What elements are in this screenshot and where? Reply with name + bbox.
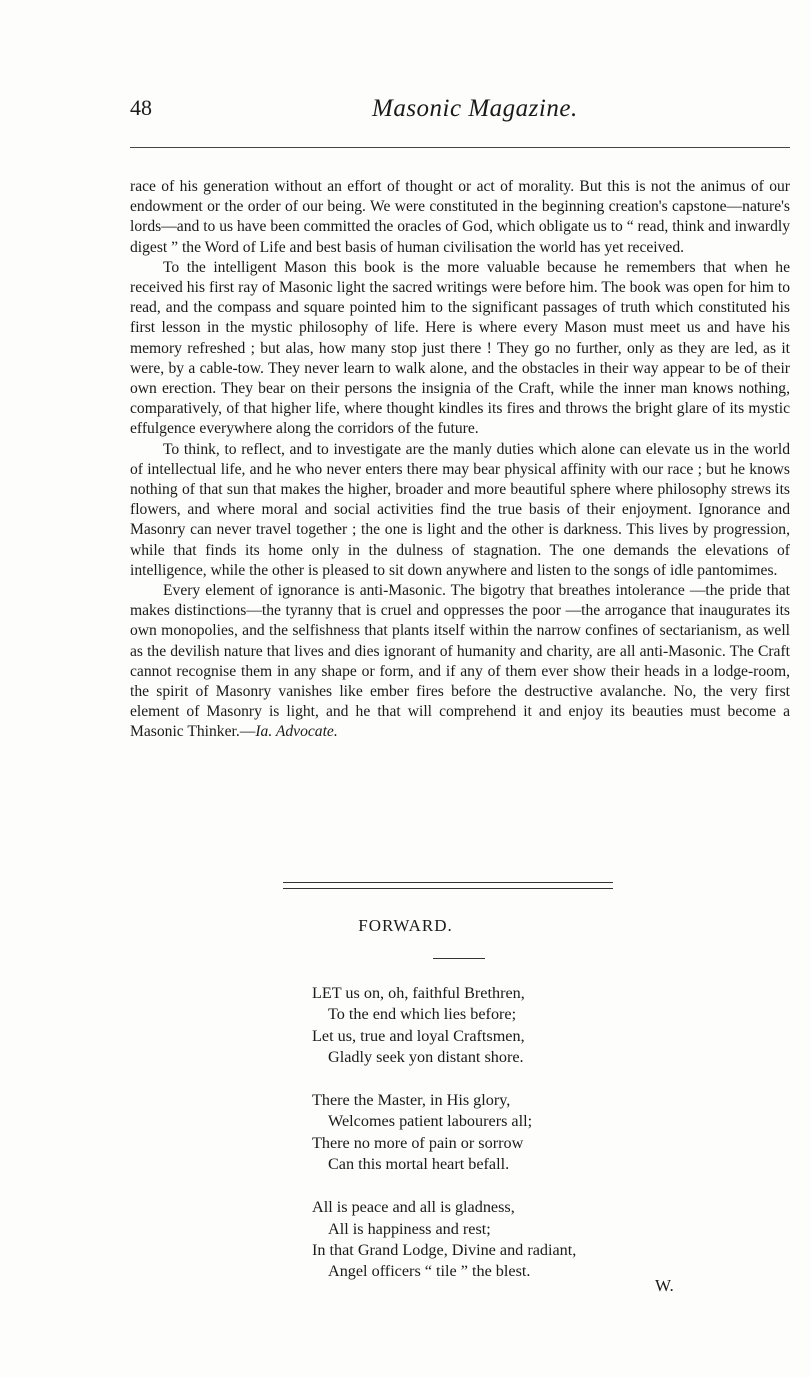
- paragraph-final: [130, 581, 790, 743]
- stanza: [312, 1197, 732, 1282]
- poem-title: FORWARD.: [358, 916, 453, 935]
- stanza: [312, 983, 732, 1068]
- poem-line: There the Master, in His glory,: [312, 1091, 511, 1110]
- poem-line: Can this mortal heart befall.: [328, 1155, 510, 1174]
- poem-line: Let us, true and loyal Craftsmen,: [312, 1026, 525, 1045]
- paragraph-text: Every element of ignorance is anti-Masonic. The bigotry that breathes intolerance —the pride that makes distinctions—the tyranny that is cruel and oppresses the poor —the arrogance that inaugurates its own monopolies, and the selfishness that plants itself within the narrow confines of sectarianism, as well as the devilish nature that lives and dies ignorant of humanity and charity, are all anti-Masonic. The Craft cannot recognise them in any shape or form, and if any of them ever show their heads in a lodge-room, the spirit of Masonry vanishes like ember fires before the destructive avalanche. No, the very first element of Masonry is light, and he that will comprehend it and enjoy its beauties must become a Masonic Thinker.—: [130, 582, 790, 741]
- poem-line: Gladly seek yon distant shore.: [328, 1047, 524, 1066]
- poem-line: In that Grand Lodge, Divine and radiant,: [312, 1240, 577, 1259]
- page-header: [130, 95, 790, 129]
- section-divider: [283, 888, 613, 889]
- poem-line: Angel officers “ tile ” the blest.: [328, 1262, 531, 1281]
- paragraph: To the intelligent Mason this book is the more valuable because he remembers that when he received his first ray of Masonic light the sacred writings were before him. The book was open for him to read, and the compass and square pointed him to the significant passages of truth which constituted his first lesson in the mystic philosophy of life. Here is where every Mason must meet us and have his memory refreshed ; but alas, how many stop just there ! They go no further, only as they are led, as it were, by a cable-tow. They never learn to walk alone, and the obstacles in their way appear to be of their own erection. They bear on their persons the insignia of the Craft, while the inner man knows nothing, comparatively, of that higher life, where thought kindles its fires and throws the bright glare of its mystic effulgence everywhere along the corridors of the future.: [130, 258, 790, 438]
- poem: [312, 983, 732, 1305]
- paragraph: To think, to reflect, and to investigate are the manly duties which alone can elevate us in the world of intellectual life, and he who never enters there may bear physical affinity with our race ; but he knows nothing of that sun that makes the higher, broader and more beautiful sphere where philosophy strews its flowers, and where moral and social activities find the true basis of their enjoyment. Ignorance and Masonry can never travel together ; the one is light and the other is darkness. This lives by progression, while that finds its home only in the dulness of stagnation. The one demands the elevations of intelligence, while the other is pleased to sit down anywhere and listen to the songs of idle pantomimes.: [130, 440, 790, 579]
- article-body: [130, 177, 790, 743]
- paragraph: race of his generation without an effort of thought or act of morality. But this is not the animus of our endowment or the order of our being. We were constituted in the beginning creation's capstone—nature's lords—and to us have been committed the oracles of God, which obligate us to “ read, think and inwardly digest ” the Word of Life and best basis of human civilisation the world has yet received.: [130, 178, 790, 256]
- poem-line: Welcomes patient labourers all;: [328, 1112, 533, 1131]
- poem-line: All is peace and all is gladness,: [312, 1198, 515, 1217]
- poem-line: LET us on, oh, faithful Brethren,: [312, 984, 525, 1002]
- poem-title-rule: [433, 958, 485, 959]
- poem-signature: W.: [655, 1276, 674, 1295]
- poem-line: All is happiness and rest;: [328, 1219, 491, 1238]
- poem-line: There no more of pain or sorrow: [312, 1133, 524, 1152]
- running-title: Masonic Magazine.: [372, 95, 578, 122]
- poem-line: To the end which lies before;: [328, 1005, 517, 1024]
- header-rule: [130, 147, 790, 148]
- section-divider: [283, 882, 613, 883]
- stanza: [312, 1090, 732, 1175]
- source-citation: Ia. Advocate.: [255, 723, 338, 741]
- page-number: 48: [130, 95, 152, 120]
